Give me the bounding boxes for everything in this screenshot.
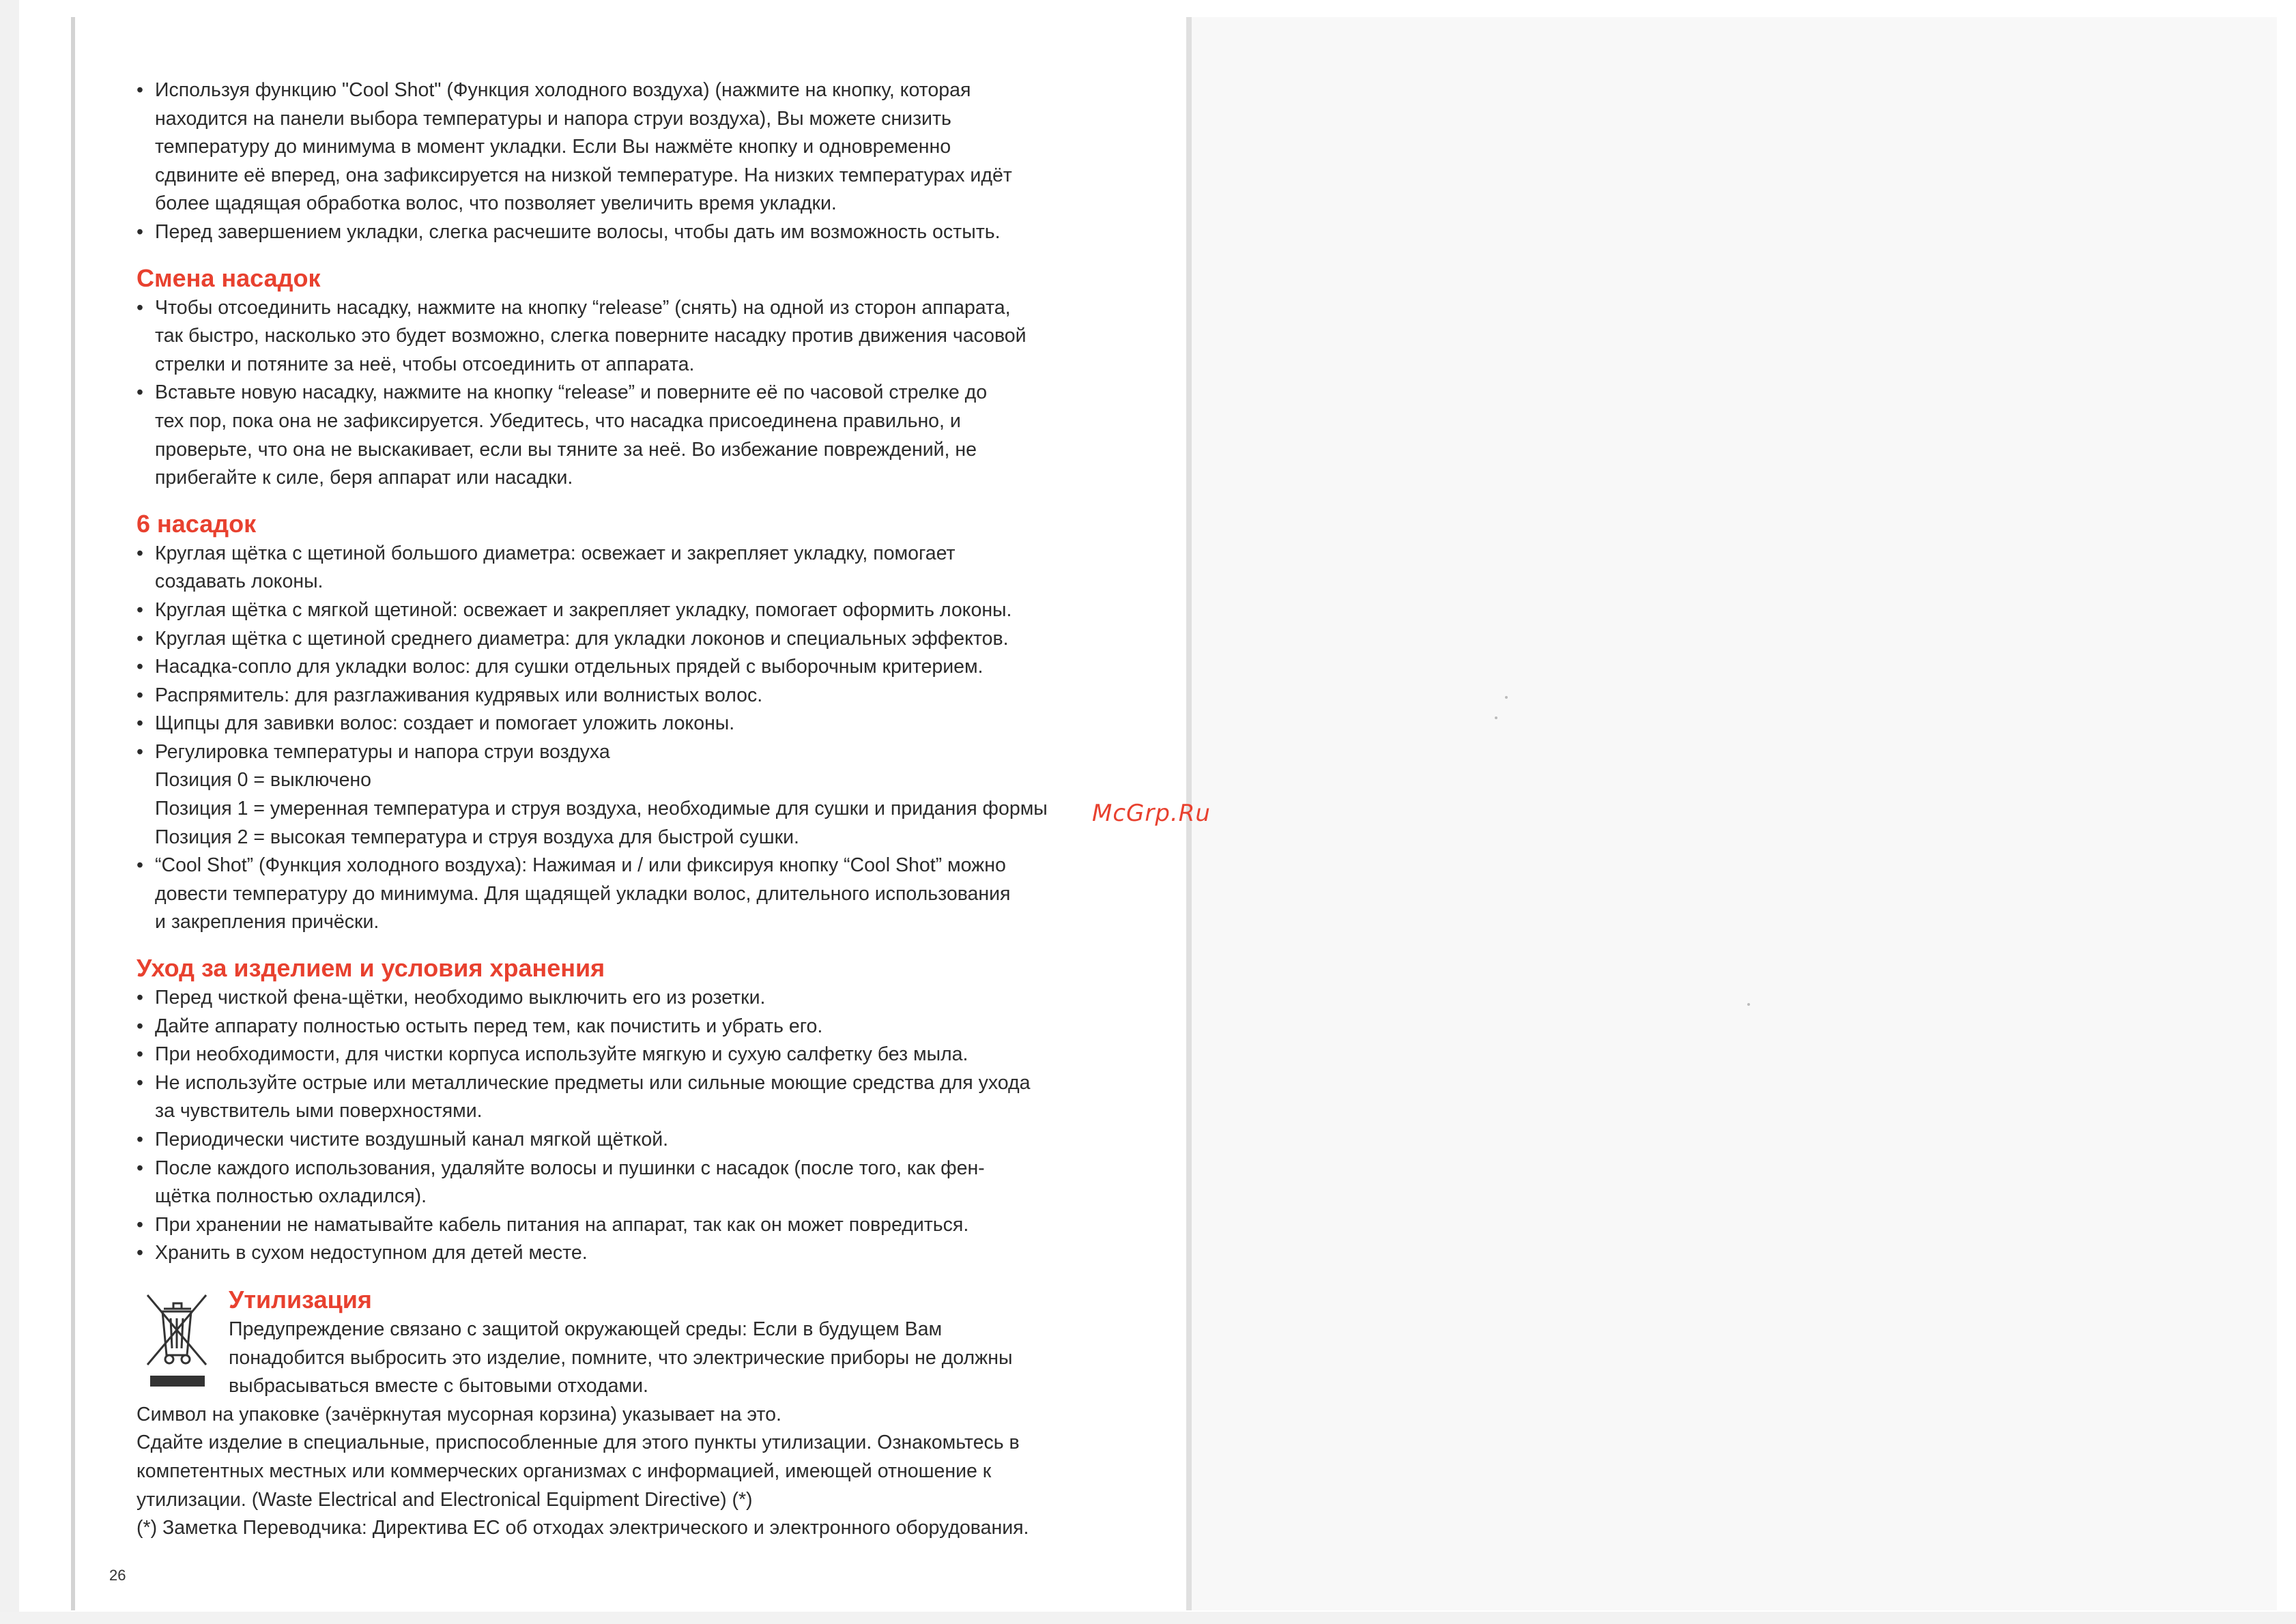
page-left-border bbox=[71, 17, 75, 1610]
disposal-paragraphs bbox=[137, 1401, 1106, 1543]
text-line: Позиция 2 = высокая температура и струя воздуха для быстрой сушки. bbox=[155, 826, 799, 848]
text-line: проверьте, что она не выскакивает, если вы тяните за неё. Во избежание повреждений, не bbox=[155, 438, 977, 461]
list-item bbox=[137, 379, 1106, 492]
text-line: Щипцы для завивки волос: создает и помогает уложить локоны. bbox=[155, 712, 735, 735]
text-line: выбрасываться вместе с бытовыми отходами. bbox=[229, 1375, 648, 1397]
text-line: При хранении не наматывайте кабель питания на аппарат, так как он может повредиться. bbox=[155, 1213, 969, 1236]
scan-bottom-edge bbox=[0, 1612, 2296, 1624]
text-line: сдвините её вперед, она зафиксируется на низкой температуре. На низких температурах идёт bbox=[155, 164, 1012, 186]
right-blank-page bbox=[1192, 17, 2277, 1610]
watermark: McGrp.Ru bbox=[1092, 800, 1211, 827]
text-line: Круглая щётка с мягкой щетиной: освежает и закрепляет укладку, помогает оформить локоны. bbox=[155, 598, 1012, 621]
list-item bbox=[137, 625, 1106, 654]
list-item bbox=[137, 1013, 1106, 1041]
list-item bbox=[137, 738, 1106, 767]
scan-speck bbox=[1495, 716, 1497, 719]
attachment-change-list bbox=[137, 294, 1106, 493]
list-item bbox=[137, 1041, 1106, 1069]
list-item bbox=[137, 1126, 1106, 1155]
text-line: стрелки и потяните за неё, чтобы отсоединить от аппарата. bbox=[155, 353, 695, 375]
text-line: температуру до минимума в момент укладки. Если Вы нажмёте кнопку и одновременно bbox=[155, 136, 951, 158]
text-line: Хранить в сухом недоступном для детей месте. bbox=[155, 1242, 588, 1264]
warning-text bbox=[229, 1316, 1106, 1401]
intro-list bbox=[137, 76, 1106, 247]
text-line: Распрямитель: для разглаживания кудрявых или волнистых волос. bbox=[155, 684, 763, 706]
text-line: Вставьте новую насадку, нажмите на кнопку “release” и поверните её по часовой стрелке до bbox=[155, 381, 988, 404]
text-line: создавать локоны. bbox=[155, 570, 324, 593]
text-line: (*) Заметка Переводчика: Директива ЕС об отходах электрического и электронного оборудования. bbox=[137, 1517, 1029, 1539]
heading-disposal: Утилизация bbox=[229, 1285, 372, 1314]
heading-attachment-change: Смена насадок bbox=[137, 263, 321, 292]
text-line: понадобится выбросить это изделие, помните, что электрические приборы не должны bbox=[229, 1346, 1013, 1369]
text-line: компетентных местных или коммерческих организмах с информацией, имеющей отношение к bbox=[137, 1460, 992, 1482]
page-number: 26 bbox=[109, 1567, 126, 1584]
heading-six-attachments: 6 насадок bbox=[137, 509, 257, 538]
text-line: Регулировка температуры и напора струи воздуха bbox=[155, 740, 610, 763]
disposal-warning bbox=[229, 1316, 1106, 1401]
text-line: Предупреждение связано с защитой окружающей среды: Если в будущем Вам bbox=[229, 1318, 943, 1340]
text-line: После каждого использования, удаляйте волосы и пушинки с насадок (после того, как фен- bbox=[155, 1157, 985, 1179]
list-item bbox=[137, 1069, 1106, 1126]
text-line: “Cool Shot” (Функция холодного воздуха): Нажимая и / или фиксируя кнопку “Cool Shot” можно bbox=[155, 854, 1006, 877]
heading-care-storage: Уход за изделием и условия хранения bbox=[137, 954, 605, 983]
list-item bbox=[137, 1211, 1106, 1240]
text-line: утилизации. (Waste Electrical and Electronical Equipment Directive) (*) bbox=[137, 1488, 753, 1511]
text-line: Насадка-сопло для укладки волос: для сушки отдельных прядей с выборочным критерием. bbox=[155, 656, 984, 678]
text-line: Не используйте острые или металлические предметы или сильные моющие средства для ухода bbox=[155, 1071, 1031, 1094]
list-item bbox=[137, 218, 1106, 247]
text-line: Дайте аппарату полностью остыть перед тем, как почистить и убрать его. bbox=[155, 1015, 823, 1037]
text-line: Символ на упаковке (зачёркнутая мусорная корзина) указывает на это. bbox=[137, 1403, 781, 1425]
left-page-content bbox=[137, 76, 1106, 1543]
list-item bbox=[137, 76, 1106, 218]
text-line: Круглая щётка с щетиной среднего диаметра: для укладки локонов и специальных эффектов. bbox=[155, 627, 1009, 650]
six-attachments-list bbox=[137, 540, 1106, 767]
list-item bbox=[137, 596, 1106, 625]
text-line: Позиция 1 = умеренная температура и струя воздуха, необходимые для сушки и придания формы bbox=[155, 798, 1048, 820]
list-item bbox=[137, 540, 1106, 596]
list-item bbox=[137, 653, 1106, 682]
text-line: Периодически чистите воздушный канал мягкой щёткой. bbox=[155, 1129, 669, 1150]
text-line: Сдайте изделие в специальные, приспособленные для этого пункты утилизации. Ознакомьтесь в bbox=[137, 1432, 1020, 1454]
text-line: и закрепления причёски. bbox=[155, 911, 379, 933]
text-line: так быстро, насколько это будет возможно, слегка поверните насадку против движения часовой bbox=[155, 325, 1027, 347]
care-storage-list bbox=[137, 984, 1106, 1268]
crossed-bin-icon bbox=[143, 1288, 210, 1391]
text-line: за чувствитель ыми поверхностями. bbox=[155, 1100, 483, 1122]
cool-shot-item bbox=[137, 852, 1106, 937]
paragraph bbox=[137, 1401, 1106, 1430]
list-item bbox=[137, 294, 1106, 379]
text-line: прибегайте к силе, беря аппарат или насадки. bbox=[155, 467, 573, 489]
list-item bbox=[137, 682, 1106, 710]
paragraph bbox=[137, 1514, 1106, 1543]
text-line: более щадящая обработка волос, что позволяет увеличить время укладки. bbox=[155, 192, 837, 215]
text-line: Используя функцию "Cool Shot" (Функция холодного воздуха) (нажмите на кнопку, которая bbox=[155, 79, 971, 101]
scan-speck bbox=[1505, 696, 1508, 699]
scan-left-edge bbox=[0, 0, 19, 1624]
list-item bbox=[137, 710, 1106, 738]
text-line: Перед чисткой фена-щётки, необходимо выключить его из розетки. bbox=[155, 987, 766, 1009]
text-line: щётка полностью охладился). bbox=[155, 1185, 427, 1208]
text-line: Чтобы отсоединить насадку, нажмите на кнопку “release” (снять) на одной из сторон аппарата, bbox=[155, 296, 1011, 319]
disposal-section bbox=[137, 1284, 1106, 1543]
text-line: тех пор, пока она не зафиксируется. Убедитесь, что насадка присоединена правильно, и bbox=[155, 409, 961, 432]
list-item bbox=[137, 1155, 1106, 1211]
paragraph bbox=[137, 1429, 1106, 1514]
list-item bbox=[137, 1239, 1106, 1268]
text-line: Перед завершением укладки, слегка расчешите волосы, чтобы дать им возможность остыть. bbox=[155, 220, 1001, 243]
positions-block bbox=[137, 766, 1106, 852]
text-line: довести температуру до минимума. Для щадящей укладки волос, длительного использования bbox=[155, 882, 1011, 905]
scan-speck bbox=[1747, 1003, 1750, 1006]
list-item bbox=[137, 852, 1106, 937]
list-item bbox=[137, 984, 1106, 1013]
temperature-positions bbox=[137, 766, 1106, 852]
text-line: находится на панели выбора температуры и напора струи воздуха), Вы можете снизить bbox=[155, 107, 951, 130]
text-line: Позиция 0 = выключено bbox=[155, 769, 372, 792]
text-line: При необходимости, для чистки корпуса используйте мягкую и сухую салфетку без мыла. bbox=[155, 1043, 968, 1066]
text-line: Круглая щётка с щетиной большого диаметра: освежает и закрепляет укладку, помогает bbox=[155, 542, 956, 564]
